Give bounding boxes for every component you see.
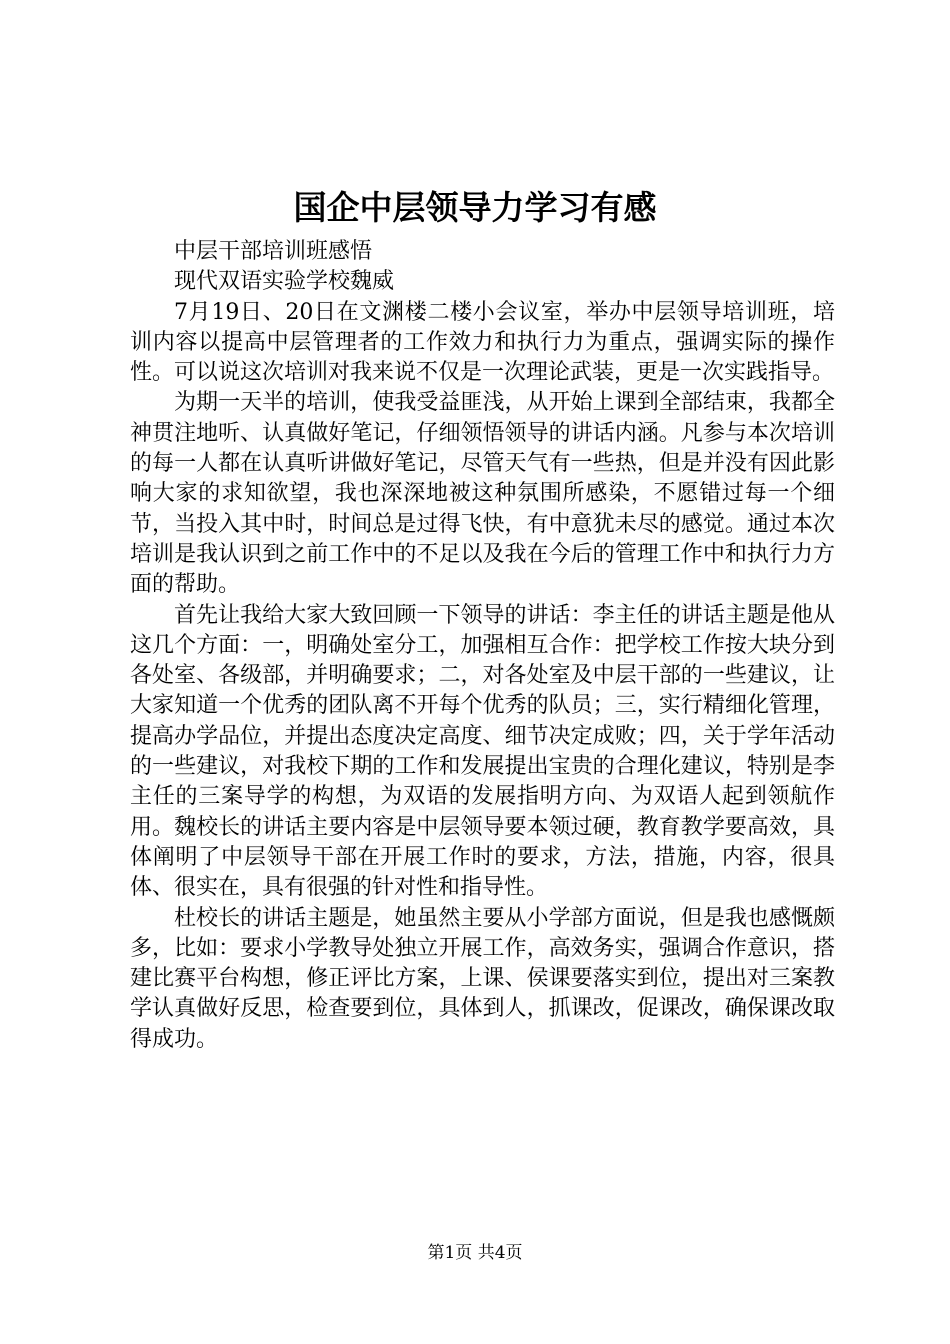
body-paragraph: 首先让我给大家大致回顾一下领导的讲话：李主任的讲话主题是他从这几个方面：一，明确处室分工，加强相互合作：把学校工作按大块分到各处室、各级部，并明确要求；二，对各处室及中层干部的一些建议，让大家知道一个优秀的团队离不开每个优秀的队员；三，实行精细化管理，提高办学品位，并提出态度决定高度、细节决定成败；四，关于学年活动的一些建议，对我校下期的工作和发展提出宝贵的合理化建议，特别是李主任的三案导学的构想，为双语的发展指明方向、为双语人起到领航作用。魏校长的讲话主要内容是中层领导要本领过硬，教育教学要高效，具体阐明了中层领导干部在开展工作时的要求，方法，措施，内容，很具体、很实在，具有很强的针对性和指导性。 — [130, 602, 835, 901]
document-title: 国企中层领导力学习有感 — [293, 188, 657, 227]
page-number-footer: 第1页 共4页 — [427, 1243, 523, 1263]
subtitle-paragraph: 中层干部培训班感悟 — [174, 239, 373, 264]
body-paragraph: 杜校长的讲话主题是，她虽然主要从小学部方面说，但是我也感慨颇多，比如：要求小学教导处独立开展工作，高效务实，强调合作意识，搭建比赛平台构想，修正评比方案，上课、侯课要落实到位，提出对三案教学认真做好反思，检查要到位，具体到人，抓课改，促课改，确保课改取得成功。 — [130, 905, 835, 1052]
document-body — [130, 237, 835, 1055]
body-paragraph: 为期一天半的培训，使我受益匪浅，从开始上课到全部结束，我都全神贯注地听、认真做好笔记，仔细领悟领导的讲话内涵。凡参与本次培训的每一人都在认真听讲做好笔记，尽管天气有一些热，但是并没有因此影响大家的求知欲望，我也深深地被这种氛围所感染，不愿错过每一个细节，当投入其中时，时间总是过得飞快，有中意犹未尽的感觉。通过本次培训是我认识到之前工作中的不足以及我在今后的管理工作中和执行力方面的帮助。 — [130, 390, 835, 598]
author-paragraph: 现代双语实验学校魏威 — [174, 269, 395, 295]
body-paragraph: 7月19日、20日在文渊楼二楼小会议室，举办中层领导培训班，培训内容以提高中层管理者的工作效力和执行力为重点，强调实际的操作性。可以说这次培训对我来说不仅是一次理论武装，更是一次实践指导。 — [130, 299, 835, 386]
